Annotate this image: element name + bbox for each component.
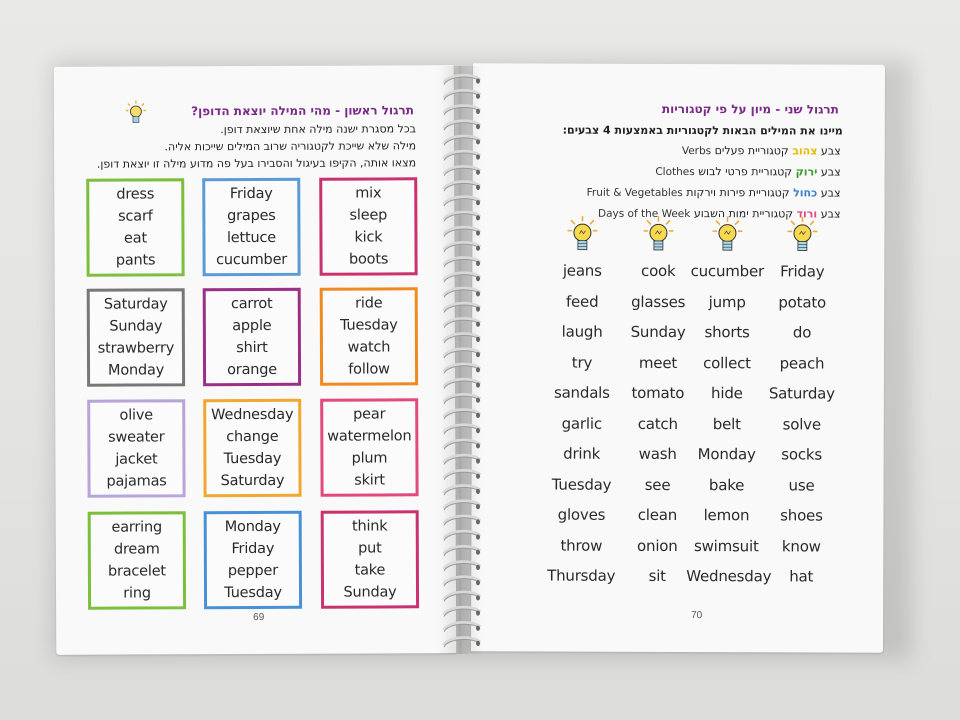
- category-line: [655, 165, 840, 179]
- box-word[interactable]: sleep: [349, 207, 388, 224]
- box-word[interactable]: Tuesday: [340, 317, 398, 334]
- box-word[interactable]: think: [351, 518, 388, 535]
- sort-word[interactable]: meet: [638, 353, 678, 372]
- sort-word[interactable]: try: [571, 353, 593, 372]
- spiral-hole: [476, 580, 480, 585]
- category-english: Days of the Week: [597, 207, 691, 221]
- spiral-hole: [476, 489, 480, 494]
- sort-word[interactable]: cucumber: [690, 262, 765, 281]
- box-word[interactable]: watch: [347, 339, 391, 356]
- box-word[interactable]: Saturday: [103, 296, 168, 313]
- sort-word[interactable]: jeans: [562, 261, 602, 280]
- sort-word[interactable]: Tuesday: [551, 475, 612, 494]
- box-word[interactable]: kick: [354, 229, 383, 246]
- box-word[interactable]: pepper: [227, 562, 279, 580]
- spiral-hole: [476, 215, 480, 220]
- box-word[interactable]: eat: [123, 230, 147, 247]
- spiral-hole: [476, 170, 480, 175]
- box-word[interactable]: Wednesday: [211, 406, 294, 424]
- sort-word[interactable]: Wednesday: [686, 567, 772, 586]
- instruction-line: מצאו אותה, הקיפו בעיגול והסבירו בעל פה מדוע מילה זו יוצאת דופן.: [96, 156, 417, 171]
- box-word[interactable]: Friday: [229, 185, 273, 203]
- sort-word[interactable]: sit: [648, 566, 666, 585]
- spiral-hole: [476, 124, 480, 129]
- sort-word[interactable]: cook: [641, 261, 676, 280]
- spiral-hole: [476, 276, 480, 281]
- sort-word[interactable]: jump: [708, 292, 746, 311]
- sort-word[interactable]: shorts: [704, 323, 750, 342]
- sort-word[interactable]: throw: [560, 536, 603, 555]
- spiral-hole: [476, 185, 480, 190]
- box-word[interactable]: sweater: [108, 429, 165, 446]
- lightbulb-icon: [643, 216, 673, 256]
- sort-word[interactable]: see: [644, 475, 671, 494]
- spiral-hole: [476, 428, 480, 433]
- page-number: 69: [253, 611, 265, 624]
- exercise-title: תרגול שני - מיון על פי קטגוריות: [661, 101, 839, 117]
- word-box: [203, 288, 301, 386]
- sort-word[interactable]: glasses: [631, 292, 686, 311]
- spiral-hole: [476, 139, 480, 144]
- sort-word[interactable]: garlic: [561, 414, 602, 433]
- sort-word[interactable]: use: [788, 475, 815, 494]
- sort-word[interactable]: drink: [563, 444, 601, 463]
- spiral-hole: [476, 291, 480, 296]
- word-box: [320, 287, 418, 385]
- word-box: [321, 510, 419, 608]
- box-word[interactable]: Tuesday: [223, 450, 282, 468]
- lightbulb-icon: [126, 100, 146, 131]
- box-word[interactable]: Sunday: [109, 318, 163, 335]
- sort-word[interactable]: Thursday: [547, 566, 616, 585]
- category-prefix: צבע: [817, 165, 841, 179]
- sort-word[interactable]: know: [781, 536, 821, 555]
- spiral-hole: [476, 534, 480, 539]
- category-color-word: צהוב: [792, 144, 818, 158]
- instruction-line: מיינו את המילים הבאות לקטגוריות באמצעות 4 צבעים:: [562, 123, 843, 138]
- box-word[interactable]: Friday: [231, 540, 275, 558]
- sort-word[interactable]: potato: [778, 292, 827, 312]
- spiral-binding: [438, 70, 486, 650]
- word-box: [87, 399, 185, 497]
- box-word[interactable]: jacket: [115, 451, 158, 468]
- lightbulb-icon: [712, 216, 742, 256]
- category-prefix: צבע: [817, 144, 841, 158]
- spiral-hole: [476, 519, 480, 524]
- box-word[interactable]: watermelon: [327, 428, 412, 445]
- box-word[interactable]: skirt: [354, 472, 385, 489]
- box-word[interactable]: dream: [113, 541, 160, 558]
- spiral-hole: [476, 474, 480, 479]
- box-word[interactable]: follow: [348, 361, 390, 378]
- word-box: [88, 511, 186, 609]
- box-word[interactable]: grapes: [227, 207, 276, 225]
- spiral-hole: [476, 154, 480, 159]
- spiral-hole: [476, 595, 480, 600]
- spiral-hole: [476, 367, 480, 372]
- box-word[interactable]: scarf: [118, 208, 153, 225]
- left-page: [54, 65, 457, 655]
- right-page: [471, 63, 885, 652]
- box-word[interactable]: Saturday: [220, 472, 285, 490]
- sort-word[interactable]: socks: [781, 445, 823, 464]
- box-word[interactable]: bracelet: [107, 563, 166, 580]
- spiral-hole: [476, 458, 480, 463]
- box-word[interactable]: Tuesday: [224, 584, 282, 602]
- sort-word[interactable]: catch: [637, 414, 678, 433]
- sort-word[interactable]: peach: [779, 353, 825, 373]
- category-line: [587, 186, 841, 200]
- spiral-hole: [476, 398, 480, 403]
- spiral-hole: [476, 337, 480, 342]
- spiral-hole: [476, 200, 480, 205]
- sort-word[interactable]: tomato: [631, 383, 685, 403]
- sort-word[interactable]: shoes: [780, 506, 823, 525]
- spiral-hole: [476, 504, 480, 509]
- spiral-hole: [476, 413, 480, 418]
- sort-word[interactable]: belt: [712, 414, 741, 433]
- exercise-title: תרגול ראשון - מהי המילה יוצאת הדופן?: [191, 103, 414, 119]
- box-word[interactable]: boots: [348, 251, 389, 268]
- sort-word[interactable]: Sunday: [630, 322, 686, 342]
- category-prefix: צבע: [817, 207, 841, 221]
- box-word[interactable]: put: [358, 540, 382, 557]
- lightbulb-icon: [567, 216, 597, 256]
- spiral-hole: [476, 109, 480, 114]
- sort-word[interactable]: clean: [637, 505, 678, 524]
- category-english: Fruit & Vegetables: [586, 186, 683, 200]
- category-label: קטגוריית ימות השבוע: [693, 207, 794, 221]
- box-word[interactable]: mix: [355, 185, 382, 202]
- category-prefix: צבע: [817, 186, 841, 200]
- sort-word[interactable]: swimsuit: [693, 536, 759, 555]
- sort-word[interactable]: sandals: [553, 383, 610, 402]
- spiral-hole: [476, 78, 480, 83]
- sort-word[interactable]: collect: [703, 353, 751, 372]
- category-english: Verbs: [681, 145, 712, 158]
- spiral-hole: [476, 565, 480, 570]
- category-label: קטגוריית פעלים: [714, 144, 789, 158]
- spiral-hole: [476, 550, 480, 555]
- box-word[interactable]: pear: [353, 406, 386, 423]
- word-box: [86, 178, 184, 276]
- box-word[interactable]: strawberry: [97, 340, 175, 357]
- box-word[interactable]: orange: [227, 361, 278, 379]
- sort-word[interactable]: wash: [638, 444, 677, 463]
- category-color-word: ירוק: [795, 165, 818, 179]
- box-word[interactable]: olive: [119, 407, 153, 424]
- category-color-word: ורוד: [796, 207, 818, 221]
- spiral-hole: [476, 230, 480, 235]
- sort-word[interactable]: onion: [637, 536, 678, 555]
- lightbulb-icon: [787, 216, 817, 256]
- box-word[interactable]: lettuce: [226, 229, 277, 247]
- box-word[interactable]: pants: [115, 252, 156, 269]
- sort-word[interactable]: Monday: [697, 445, 756, 464]
- sort-word[interactable]: Friday: [780, 262, 825, 281]
- box-word[interactable]: earring: [111, 519, 163, 536]
- spiral-hole: [476, 382, 480, 387]
- box-word[interactable]: shirt: [236, 339, 268, 357]
- page-number: 70: [691, 610, 703, 622]
- sort-word[interactable]: hat: [789, 567, 814, 586]
- instruction-line: מילה שלא שייכת לקטגוריה שרוב המילים שייכות אליה.: [164, 139, 417, 154]
- spiral-hole: [476, 352, 480, 357]
- sort-word[interactable]: gloves: [557, 505, 606, 524]
- box-word[interactable]: take: [354, 562, 386, 579]
- box-word[interactable]: change: [226, 428, 279, 446]
- category-english: Clothes: [655, 165, 695, 179]
- box-word[interactable]: Monday: [107, 362, 165, 379]
- sort-word[interactable]: Saturday: [768, 384, 835, 403]
- box-word[interactable]: ring: [123, 585, 151, 602]
- box-word[interactable]: Monday: [224, 518, 281, 536]
- box-word[interactable]: pajamas: [106, 473, 167, 490]
- sort-word[interactable]: lemon: [703, 506, 750, 525]
- spiral-hole: [476, 322, 480, 327]
- box-word[interactable]: cucumber: [216, 251, 288, 269]
- box-word[interactable]: ride: [355, 295, 383, 312]
- category-line: [682, 144, 841, 158]
- box-word[interactable]: apple: [232, 317, 272, 335]
- category-label: קטגוריית פרטי לבוש: [698, 165, 793, 179]
- sort-word[interactable]: do: [792, 323, 812, 342]
- spiral-hole: [476, 443, 480, 448]
- instruction-line: בכל מסגרת ישנה מילה אחת שיוצאת דופן.: [220, 122, 417, 137]
- sort-word[interactable]: feed: [565, 292, 599, 311]
- box-word[interactable]: carrot: [230, 295, 273, 313]
- spiral-hole: [476, 610, 480, 615]
- sort-word[interactable]: laugh: [561, 322, 603, 341]
- box-word[interactable]: plum: [351, 450, 388, 467]
- word-box: [87, 288, 185, 386]
- word-box: [320, 398, 418, 496]
- sort-word[interactable]: solve: [782, 414, 821, 433]
- word-box: [319, 177, 417, 275]
- spiral-hole: [476, 94, 480, 99]
- spiral-hole: [476, 246, 480, 251]
- spiral-hole: [476, 306, 480, 311]
- spiral-hole: [476, 261, 480, 266]
- category-label: קטגוריית פירות וירקות: [686, 186, 790, 200]
- word-box: [202, 178, 300, 276]
- box-word[interactable]: dress: [116, 186, 155, 203]
- spiral-hole: [476, 626, 480, 631]
- spiral-hole: [476, 641, 480, 646]
- box-word[interactable]: Sunday: [343, 584, 397, 601]
- sort-word[interactable]: hide: [711, 384, 743, 403]
- category-color-word: כחול: [793, 186, 818, 200]
- word-box: [204, 511, 302, 609]
- sort-word[interactable]: bake: [708, 475, 745, 494]
- word-box: [203, 399, 301, 497]
